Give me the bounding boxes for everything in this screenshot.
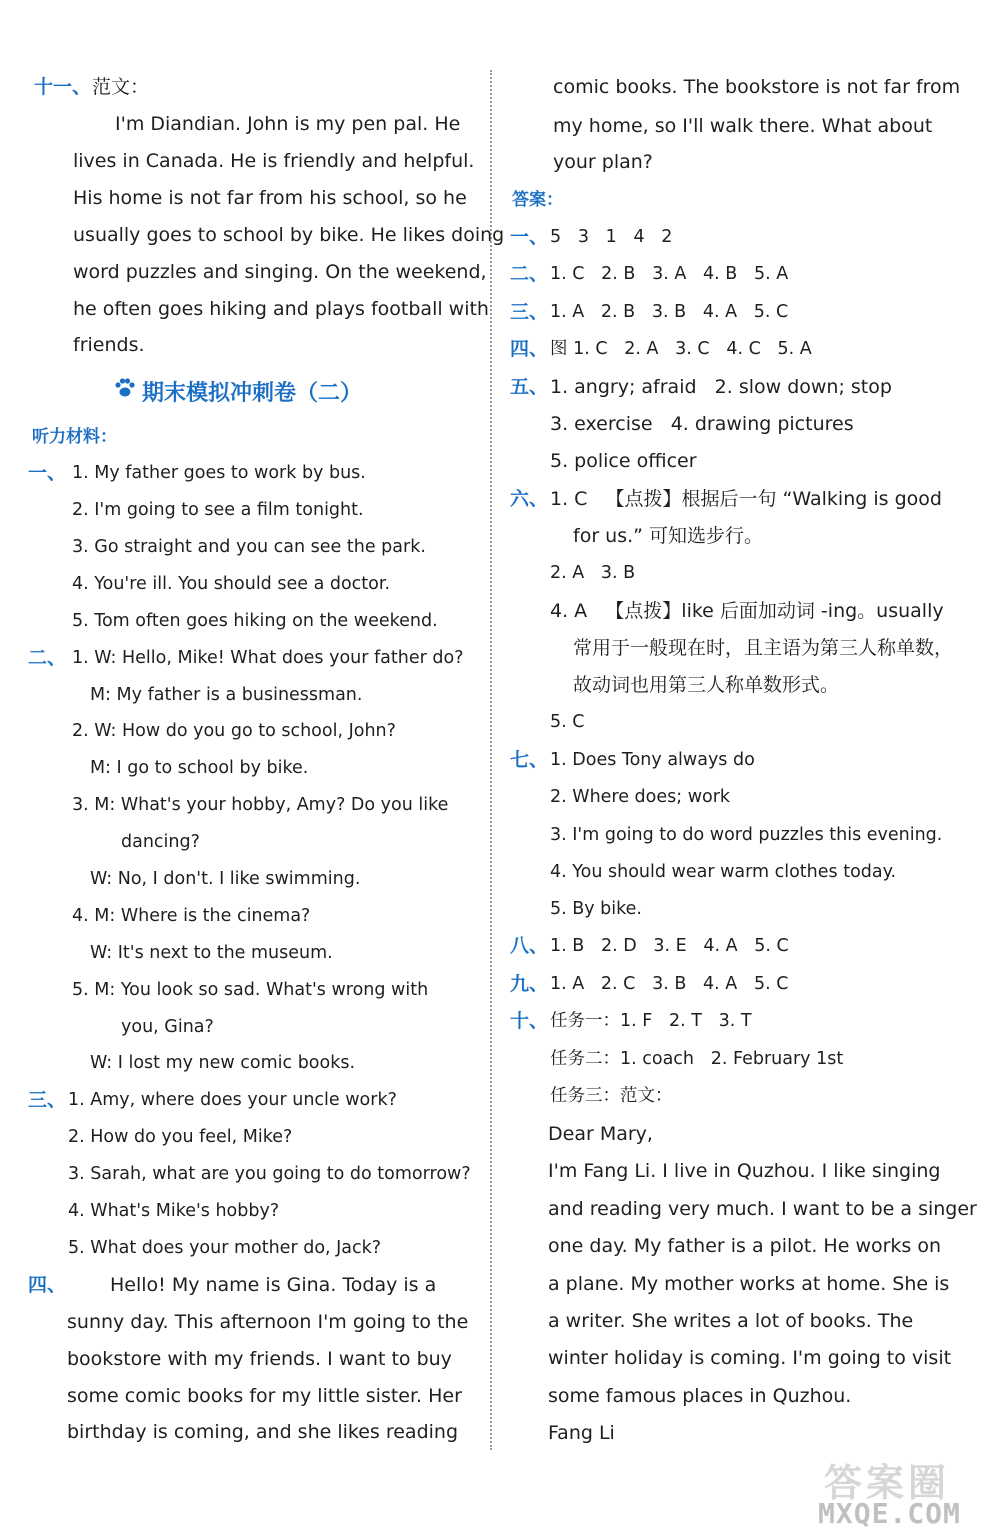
answer-5-line: 3. exercise 4. drawing pictures [550, 413, 854, 435]
dialogue-line: W: No, I don't. I like swimming. [90, 869, 361, 889]
answer-5-line: 5. police officer [550, 450, 697, 472]
letter-line: a plane. My mother works at home. She is [548, 1273, 950, 1295]
passage-line: my home, so I'll walk there. What about [553, 115, 933, 137]
answer-6-line: 常用于一般现在时，且主语为第三人称单数， [573, 637, 954, 659]
answer-3-label: 三、 [510, 301, 549, 323]
dialogue-line: M: My father is a businessman. [90, 685, 363, 705]
essay1-line: His home is not far from his school, so he [73, 187, 467, 209]
letter-line: and reading very much. I want to be a singer [548, 1198, 977, 1220]
listening-line: 1. My father goes to work by bus. [72, 463, 366, 483]
listening-line: 5. Tom often goes hiking on the weekend. [72, 611, 438, 631]
dialogue-line: W: It's next to the museum. [90, 943, 333, 963]
answer-8: 1. B 2. D 3. E 4. A 5. C [550, 936, 789, 956]
answer-6-line: for us.” 可知选步行。 [573, 525, 764, 547]
answer-7-line: 5. By bike. [550, 899, 642, 919]
answer-7-line: 4. You should wear warm clothes today. [550, 862, 897, 882]
listening-line: 2. How do you feel, Mike? [68, 1127, 293, 1147]
listening-line: 5. What does your mother do, Jack? [68, 1238, 382, 1258]
answer-5-label: 五、 [510, 376, 549, 398]
answer-6-line: 5. C [550, 712, 585, 732]
answer-2: 1. C 2. B 3. A 4. B 5. A [550, 264, 789, 284]
dialogue-line: 4. M: Where is the cinema? [72, 906, 311, 926]
letter-line: I'm Fang Li. I live in Quzhou. I like singing [548, 1160, 941, 1182]
answer-9: 1. A 2. C 3. B 4. A 5. C [550, 974, 789, 994]
listening-heading: 听力材料： [32, 427, 117, 447]
dialogue-line: 5. M: You look so sad. What's wrong with [72, 980, 429, 1000]
section-2-label: 二、 [28, 647, 67, 669]
answer-6-line: 1. C 【点拨】根据后一句 “Walking is good [550, 488, 942, 510]
section-4-label: 四、 [28, 1274, 67, 1296]
exam-title: 期末模拟冲刺卷（二） [142, 381, 363, 406]
section-3-label: 三、 [28, 1089, 67, 1111]
letter-line: a writer. She writes a lot of books. The [548, 1310, 914, 1332]
passage-line: Hello! My name is Gina. Today is a [110, 1274, 437, 1296]
section-1-label: 一、 [28, 462, 67, 484]
answers-heading: 答案： [512, 190, 563, 210]
answer-6-label: 六、 [510, 488, 549, 510]
answer-1: 5 3 1 4 2 [550, 227, 673, 247]
listening-line: 3. Sarah, what are you going to do tomorrow? [68, 1164, 471, 1184]
essay1-line: he often goes hiking and plays football with [73, 298, 489, 320]
passage-line: sunny day. This afternoon I'm going to the [67, 1311, 469, 1333]
answer-5-line: 1. angry; afraid 2. slow down; stop [550, 376, 892, 398]
letter-line: winter holiday is coming. I'm going to visit [548, 1347, 952, 1369]
essay1-line: friends. [73, 334, 145, 356]
letter-line: Fang Li [548, 1422, 615, 1444]
dialogue-line: W: I lost my new comic books. [90, 1053, 356, 1073]
listening-line: 4. What's Mike's hobby? [68, 1201, 280, 1221]
essay1-line: I'm Diandian. John is my pen pal. He [115, 113, 461, 135]
listening-line: 1. Amy, where does your uncle work? [68, 1090, 397, 1110]
answer-7-line: 1. Does Tony always do [550, 750, 755, 770]
answer-6-line: 2. A 3. B [550, 563, 636, 583]
watermark-logo [814, 1452, 974, 1530]
paw-icon [114, 378, 136, 398]
answer-6-line: 故动词也用第三人称单数形式。 [573, 674, 840, 696]
passage-line: comic books. The bookstore is not far from [553, 76, 961, 98]
listening-line: 4. You're ill. You should see a doctor. [72, 574, 391, 594]
passage-line: bookstore with my friends. I want to buy [67, 1348, 452, 1370]
watermark-url: MXQE.COM [818, 1497, 961, 1530]
column-divider [490, 70, 492, 1450]
essay1-line: usually goes to school by bike. He likes doing [73, 224, 505, 246]
letter-line: Dear Mary, [548, 1123, 653, 1145]
passage-line: some comic books for my little sister. Her [67, 1385, 462, 1407]
listening-line: 2. I'm going to see a film tonight. [72, 500, 364, 520]
dialogue-line: M: I go to school by bike. [90, 758, 309, 778]
answer-7-line: 2. Where does; work [550, 787, 731, 807]
letter-line: one day. My father is a pilot. He works on [548, 1235, 942, 1257]
answer-3: 1. A 2. B 3. B 4. A 5. C [550, 302, 789, 322]
passage-line: birthday is coming, and she likes reading [67, 1421, 459, 1443]
dialogue-line: 3. M: What's your hobby, Amy? Do you like [72, 795, 449, 815]
passage-line: your plan? [553, 151, 653, 173]
answer-8-label: 八、 [510, 935, 549, 957]
section-11-label: 十一、 [34, 76, 92, 98]
dialogue-line: you, Gina? [121, 1017, 214, 1037]
essay1-line: word puzzles and singing. On the weekend, [73, 261, 487, 283]
essay1-line: lives in Canada. He is friendly and helpful. [73, 150, 475, 172]
watermark-cn: 答案圈 [824, 1461, 951, 1505]
answer-4: 图 1. C 2. A 3. C 4. C 5. A [550, 339, 812, 359]
answer-4-label: 四、 [510, 338, 549, 360]
answer-10-line: 任务一：1. F 2. T 3. T [550, 1011, 752, 1031]
answer-2-label: 二、 [510, 263, 549, 285]
answer-10-line: 任务三：范文： [550, 1086, 673, 1106]
answer-7-line: 3. I'm going to do word puzzles this evening. [550, 825, 943, 845]
answer-6-line: 4. A 【点拨】like 后面加动词 -ing。usually [550, 600, 944, 622]
answer-1-label: 一、 [510, 226, 549, 248]
answer-7-label: 七、 [510, 749, 549, 771]
dialogue-line: 1. W: Hello, Mike! What does your father do? [72, 648, 464, 668]
answer-10-label: 十、 [510, 1010, 549, 1032]
section-11-title: 范文： [92, 76, 150, 98]
answer-9-label: 九、 [510, 973, 549, 995]
letter-line: some famous places in Quzhou. [548, 1385, 852, 1407]
dialogue-line: dancing? [121, 832, 200, 852]
listening-line: 3. Go straight and you can see the park. [72, 537, 426, 557]
answer-10-line: 任务二：1. coach 2. February 1st [550, 1049, 844, 1069]
dialogue-line: 2. W: How do you go to school, John? [72, 721, 396, 741]
